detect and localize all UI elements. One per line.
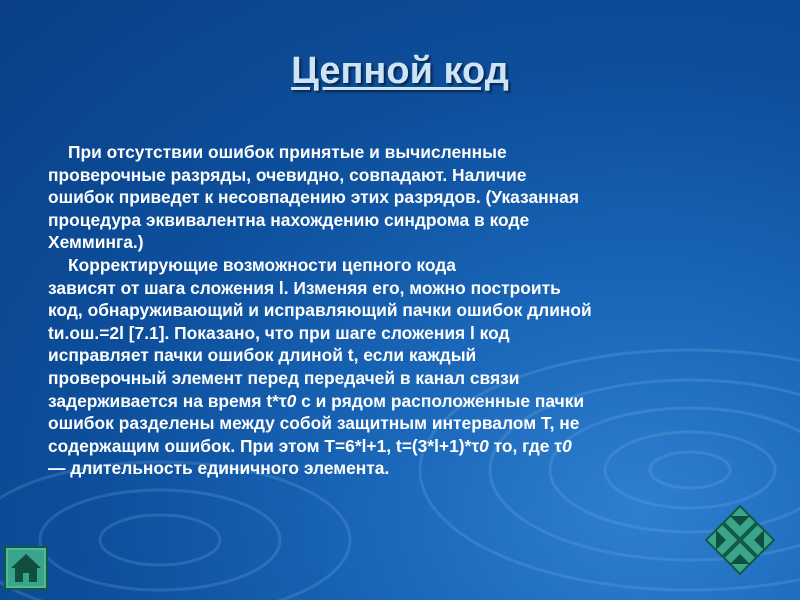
text-line: Хемминга.) — [48, 232, 144, 253]
text-line — [48, 435, 768, 458]
subscript-zero: 0 — [479, 435, 489, 456]
slide-title: Цепной код — [291, 50, 509, 92]
text-segment: содержащим ошибок. При этом T=6*l+1, t=(3*l+1)*τ — [48, 435, 480, 456]
text-line — [48, 390, 768, 413]
text-line: проверочный элемент перед передачей в канал связи — [48, 367, 520, 388]
text-line: При отсутствии ошибок принятые и вычисленные — [68, 142, 507, 162]
text-line: зависят от шага сложения l. Изменяя его, можно построить — [48, 277, 561, 298]
text-segment: задерживается на время t*τ — [48, 390, 287, 411]
text-line: ошибок разделены между собой защитным интервалом T, не — [48, 413, 580, 434]
slide-body — [48, 141, 768, 480]
subscript-zero: 0 — [562, 435, 572, 456]
text-line: — длительность единичного элемента. — [48, 458, 390, 479]
text-line: код, обнаруживающий и исправляющий пачки ошибок длиной — [48, 300, 592, 321]
text-line: проверочные разряды, очевидно, совпадают. Наличие — [48, 164, 527, 185]
text-line: исправляет пачки ошибок длиной t, если каждый — [48, 345, 477, 366]
navigation-buttons — [700, 500, 780, 580]
subscript-zero: 0 — [286, 390, 297, 411]
text-line: ошибок приведет к несовпадению этих разрядов. (Указанная — [48, 187, 579, 208]
text-line: tи.ош.=2l [7.1]. Показано, что при шаге сложения l код — [48, 322, 510, 343]
text-line: процедура эквивалентна нахождению синдрома в коде — [48, 209, 530, 230]
text-segment: с и рядом расположенные пачки — [296, 390, 585, 411]
home-button[interactable] — [4, 546, 48, 590]
text-segment: то, где τ — [488, 435, 563, 456]
text-line: Корректирующие возможности цепного кода — [68, 254, 456, 275]
